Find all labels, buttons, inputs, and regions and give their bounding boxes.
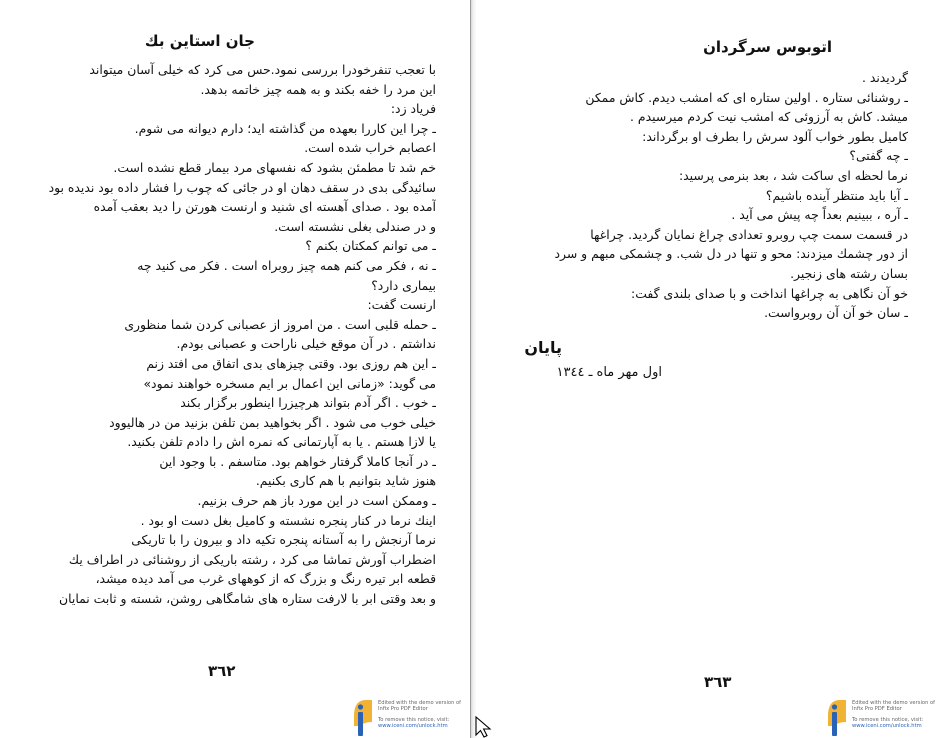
left-page-text-line: نرما آرنجش را به آستانه پنجره تکیه داد و بیرون را با تاریکی: [131, 532, 436, 548]
watermark-right: [826, 698, 942, 738]
right-page-text-line: ـ چه گفتی؟: [849, 148, 908, 164]
left-page-text-line: بیماری دارد؟: [371, 277, 436, 293]
left-page-text-line: ـ این هم روزی بود. وقتی چیزهای بدی اتفاق می افتد زنم: [146, 355, 436, 371]
right-page-text-line: گردیدند .: [861, 70, 908, 85]
watermark-left: [352, 698, 470, 738]
right-page-text-line: ـ سان خو آن آن روبرواست.: [764, 305, 908, 321]
right-page-text-line: ـ آیا باید منتظر آینده باشیم؟: [765, 187, 908, 203]
watermark-text: Edited with the demo version of Infix Pro PDF Editor To remove this notice, visit: www.iceni.com/unlock.htm: [378, 700, 462, 730]
left-page-text-line: هنوز شاید بتوانیم با هم کاری بکنیم.: [255, 473, 436, 489]
left-page-body: [16, 60, 436, 609]
infix-logo-icon: [352, 698, 374, 738]
left-page-text-line: ـ وممکن است در این مورد باز هم حرف بزنیم.: [197, 493, 436, 509]
right-page-text-line: ـ روشنائی ستاره . اولین ستاره ای که امشب دیدم. کاش ممکن: [585, 89, 908, 105]
left-page-header: جان استاین بك: [144, 32, 255, 50]
right-page-text-line: نرما لحظه ای ساکت شد ، بعد بنرمی پرسید:: [678, 167, 908, 183]
right-page-text-line: در قسمت سمت چپ روبرو تعدادی چراغ نمایان گردید. چراغها: [590, 226, 908, 242]
left-page-text-line: یا لازا هستم . یا به آپارتمانی که نمره اش را دادم تلفن بکنید.: [127, 434, 436, 450]
left-page-text-line: ارنست گفت:: [367, 297, 436, 313]
mouse-cursor-icon: [474, 716, 496, 738]
left-page-text-line: سائیدگی بدی در سقف دهان او در جائی که چوب را فشار داده بود ندیده بود: [48, 179, 436, 195]
left-page-text-line: ـ حمله قلبی است . من امروز از عصبانی کردن شما منظوری: [124, 316, 436, 332]
left-page-text-line: و در صندلی بغلی نشسته است.: [274, 218, 436, 234]
left-page-text-line: خیلی خوب می شود . اگر بخواهید بمن تلفن بزنید من در هالیوود: [109, 414, 436, 430]
right-page-text-line: بسان رشته های زنجیر.: [790, 265, 908, 281]
left-page-text-line: اینك نرما در کنار پنجره نشسته و کامیل بغل دست او بود .: [140, 512, 436, 528]
right-page-text-line: میشد. کاش به آرزوئی که امشب نیت کردم میرسیدم .: [630, 109, 908, 125]
right-page-text-line: کامیل بطور خواب آلود سرش را بطرف او برگرداند:: [642, 128, 908, 144]
left-page-text-line: خم شد تا مطمئن بشود که نفسهای مرد بیمار قطع نشده است.: [113, 159, 436, 175]
right-page-header: اتوبوس سرگردان: [703, 38, 832, 56]
right-page-text-line: ـ آره ، ببینیم بعداً چه پیش می آید .: [731, 207, 908, 223]
left-page-text-line: آمده بود . صدای آهسته ای شنید و ارنست هورتن را دید بعقب آمده: [93, 199, 436, 215]
ending-label: پایان: [524, 338, 562, 357]
left-page-text-line: اضطراب آورش تماشا می کرد ، رشته باریکی از روشنائی در اطراف یك: [68, 551, 436, 567]
date-line: اول مهر ماه ـ ١٣٤٤: [556, 365, 662, 380]
left-page-text-line: نداشتم . در آن موقع خیلی ناراحت و عصبانی بودم.: [176, 336, 436, 352]
left-page-text-line: ـ می توانم کمکتان بکنم ؟: [305, 238, 436, 254]
left-page-text-line: و بعد وقتی ابر با لارفت ستاره های شامگاهی روشن، شسته و ثابت نمایان: [59, 591, 436, 607]
infix-logo-icon: [826, 698, 848, 738]
right-page-text-line: از دور چشمك میزدند: محو و تنها در دل شب. و چشمکی مبهم و سرد: [554, 246, 908, 262]
left-page-text-line: می گوید: «زمانی این اعمال بر ایم مسخره خواهند نمود»: [143, 375, 436, 391]
left-page-text-line: فریاد زد:: [390, 101, 436, 117]
right-page: [476, 0, 942, 738]
watermark-link[interactable]: www.iceni.com/unlock.htm: [852, 723, 922, 730]
left-page-text-line: ـ چرا این کاررا بعهده من گذاشته اید؛ دارم دیوانه می شوم.: [134, 120, 436, 136]
left-page-text-line: ـ در آنجا کاملا گرفتار خواهم بود. متاسفم . با وجود این: [159, 453, 436, 469]
right-page-text-line: خو آن نگاهی به چراغها انداخت و با صدای بلندی گفت:: [631, 285, 908, 301]
left-page-text-line: ـ نه ، فکر می کنم همه چیز روبراه است . فکر می کنید چه: [137, 257, 436, 273]
left-page-text-line: اعصابم خراب شده است.: [304, 140, 436, 156]
left-page-text-line: ـ خوب . اگر آدم بتواند هرچیزرا اینطور برگزار بکند: [180, 395, 436, 411]
left-page-text-line: این مرد را خفه بکند و به همه چیز خاتمه بدهد.: [200, 81, 436, 97]
left-page-text-line: با تعجب تنفرخودرا بررسی نمود.حس می کرد که خیلی آسان میتواند: [89, 62, 436, 77]
right-page-number: ٣٦٣: [704, 673, 732, 691]
left-page-number: ٣٦٢: [208, 662, 236, 680]
watermark-text: Edited with the demo version of Infix Pro PDF Editor To remove this notice, visit: www.iceni.com/unlock.htm: [852, 700, 936, 730]
left-page: [0, 0, 470, 738]
watermark-link[interactable]: www.iceni.com/unlock.htm: [378, 723, 448, 730]
left-page-text-line: قطعه ابر تیره رنگ و بزرگ که از کوههای غرب می آمد دیده میشد،: [95, 571, 436, 587]
right-page-body: [488, 68, 908, 323]
